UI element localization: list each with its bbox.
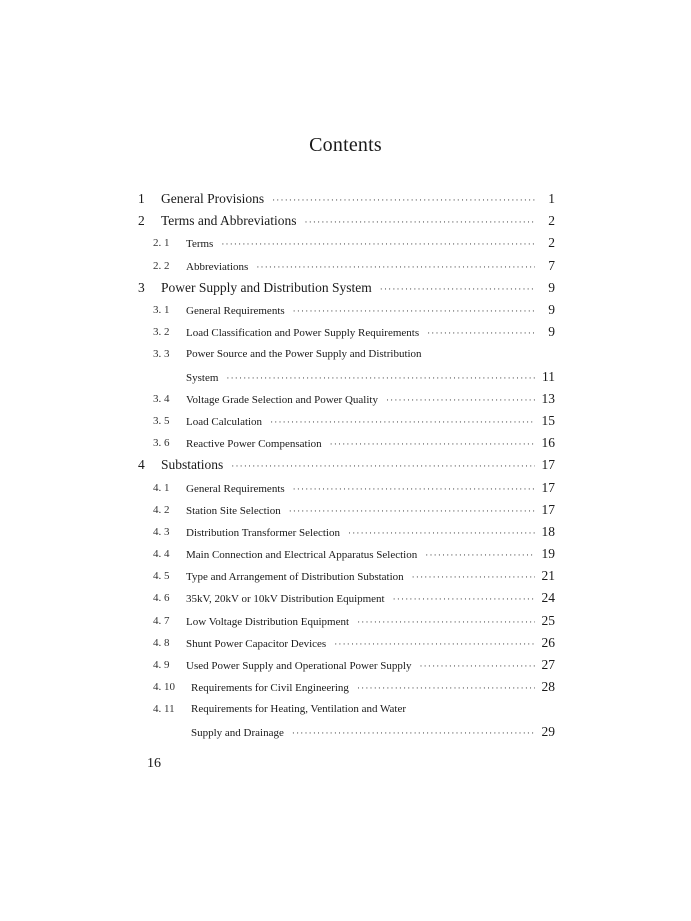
section-number: 2. 1 [153,237,170,250]
dot-leader [386,395,535,405]
section-number: 3. 4 [153,392,170,405]
section-number: 4. 1 [153,481,170,494]
page-ref: 28 [541,679,555,695]
section-number: 1 [138,191,145,207]
page-ref: 9 [548,324,555,340]
page-ref: 2 [548,213,555,229]
section-title: General Requirements [186,482,285,495]
dot-leader [292,728,535,738]
section-number: 4. 11 [153,703,175,716]
section-number: 3 [138,279,145,295]
dot-leader [425,550,535,560]
toc-entry-continuation[interactable] [0,721,691,743]
toc-entry[interactable] [0,676,691,698]
toc-entry[interactable] [0,476,691,498]
dot-leader [270,417,535,427]
dot-leader [293,484,535,494]
toc-entry[interactable] [0,232,691,254]
dot-leader [348,528,535,538]
section-title: Low Voltage Distribution Equipment [186,615,350,628]
page-ref: 1 [548,191,555,207]
page-ref: 16 [541,435,555,451]
dot-leader [256,262,535,272]
section-title: Abbreviations [186,260,249,273]
toc-entry[interactable] [0,410,691,432]
section-number: 4. 9 [153,659,170,672]
dot-leader [330,439,535,449]
toc-entry[interactable] [0,277,691,299]
section-title: Main Connection and Electrical Apparatus Selection [186,549,418,562]
page-ref: 18 [541,523,555,539]
dot-leader [412,572,535,582]
dot-leader [289,506,535,516]
page-ref: 29 [541,723,555,739]
toc-entry[interactable] [0,343,691,365]
dot-leader [305,217,535,227]
table-of-contents [0,188,691,743]
toc-entry[interactable] [0,432,691,454]
page-ref: 7 [548,257,555,273]
page-ref: 11 [542,368,555,384]
section-title: Voltage Grade Selection and Power Quality [186,393,378,406]
dot-leader [357,683,535,693]
toc-entry[interactable] [0,565,691,587]
section-title: General Requirements [186,305,285,318]
page-ref: 21 [541,568,555,584]
section-number: 4. 2 [153,503,170,516]
section-title: Reactive Power Compensation [186,438,322,451]
toc-entry[interactable] [0,632,691,654]
page-ref: 17 [541,479,555,495]
page-ref: 13 [541,390,555,406]
section-number: 3. 5 [153,414,170,427]
page-ref: 25 [541,612,555,628]
dot-leader [427,328,535,338]
section-number: 4. 4 [153,548,170,561]
section-title: Load Calculation [186,415,263,428]
toc-entry-continuation[interactable] [0,366,691,388]
page-ref: 9 [548,302,555,318]
section-title: Substations [161,457,224,473]
section-title: 35kV, 20kV or 10kV Distribution Equipment [186,593,385,606]
section-title: Type and Arrangement of Distribution Substation [186,571,404,584]
section-title: Requirements for Civil Engineering [191,682,349,695]
dot-leader [293,306,535,316]
page-number: 16 [147,756,161,771]
dot-leader [380,284,535,294]
dot-leader [231,461,535,471]
page-ref: 9 [548,279,555,295]
section-title: Station Site Selection [186,504,281,517]
toc-entry[interactable] [0,499,691,521]
toc-entry[interactable] [0,299,691,321]
dot-leader [272,195,535,205]
section-title: Terms and Abbreviations [161,213,297,229]
page-ref: 26 [541,634,555,650]
toc-entry[interactable] [0,543,691,565]
toc-entry[interactable] [0,654,691,676]
toc-entry[interactable] [0,388,691,410]
page-title: Contents [309,134,382,156]
section-number: 4. 6 [153,592,170,605]
section-number: 4. 3 [153,525,170,538]
page-ref: 19 [541,546,555,562]
dot-leader [393,594,535,604]
toc-entry[interactable] [0,610,691,632]
section-title-continuation: System [186,371,219,384]
section-number: 3. 1 [153,304,170,317]
dot-leader [334,639,535,649]
section-title: Terms [186,238,214,251]
section-title: Load Classification and Power Supply Requirements [186,327,420,340]
page-ref: 17 [541,501,555,517]
section-number: 2 [138,213,145,229]
section-number: 4 [138,457,145,473]
toc-entry[interactable] [0,210,691,232]
page-ref: 24 [541,590,555,606]
page-ref: 17 [541,457,555,473]
dot-leader [221,239,535,249]
toc-entry[interactable] [0,255,691,277]
section-title: Power Supply and Distribution System [161,279,372,295]
page-ref: 2 [548,235,555,251]
section-title-continuation: Supply and Drainage [191,726,284,739]
section-title: General Provisions [161,191,265,207]
section-title: Power Source and the Power Supply and Distribution [186,348,422,361]
section-number: 4. 5 [153,570,170,583]
dot-leader [419,661,535,671]
section-number: 2. 2 [153,259,170,272]
toc-entry[interactable] [0,587,691,609]
toc-entry[interactable] [0,188,691,210]
section-number: 3. 6 [153,437,170,450]
section-title: Requirements for Heating, Ventilation and Water [191,703,406,716]
section-number: 3. 2 [153,326,170,339]
toc-entry[interactable] [0,321,691,343]
toc-entry[interactable] [0,698,691,720]
dot-leader [357,617,535,627]
section-title: Used Power Supply and Operational Power Supply [186,660,412,673]
section-title: Shunt Power Capacitor Devices [186,637,327,650]
section-title: Distribution Transformer Selection [186,526,340,539]
dot-leader [226,373,535,383]
section-number: 3. 3 [153,348,170,361]
page-ref: 27 [541,657,555,673]
section-number: 4. 7 [153,614,170,627]
toc-entry[interactable] [0,521,691,543]
toc-entry[interactable] [0,454,691,476]
section-number: 4. 10 [153,681,175,694]
page-ref: 15 [541,412,555,428]
section-number: 4. 8 [153,636,170,649]
